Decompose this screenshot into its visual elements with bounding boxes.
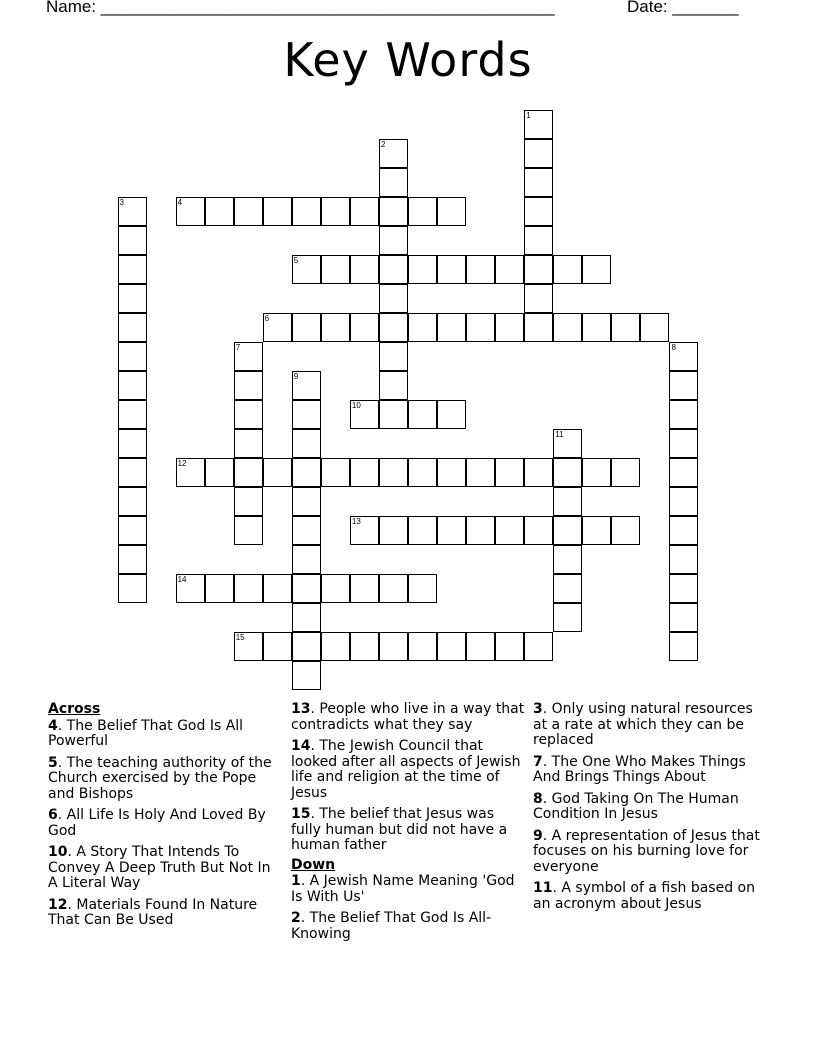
- grid-cell[interactable]: [379, 632, 408, 661]
- clue-num: 14: [291, 738, 311, 754]
- clue-number: 8: [671, 342, 676, 352]
- clue: [291, 807, 525, 854]
- grid-cell[interactable]: [437, 197, 466, 226]
- grid-cell[interactable]: [176, 458, 205, 487]
- grid-cell[interactable]: [553, 313, 582, 342]
- grid-cell[interactable]: [118, 545, 147, 574]
- grid-cell[interactable]: [466, 313, 495, 342]
- grid-cell[interactable]: [611, 458, 640, 487]
- grid-cell[interactable]: [408, 458, 437, 487]
- grid-cell[interactable]: [408, 255, 437, 284]
- grid-cell[interactable]: [234, 197, 263, 226]
- grid-cell[interactable]: [118, 371, 147, 400]
- grid-cell[interactable]: [118, 255, 147, 284]
- grid-cell[interactable]: [292, 661, 321, 690]
- grid-cell[interactable]: [524, 110, 553, 139]
- clue-text: . The teaching authority of the Church exercised by the Pope and Bishops: [48, 754, 272, 802]
- grid-cell[interactable]: [437, 255, 466, 284]
- clue-text: . A symbol of a fish based on an acronym about Jesus: [533, 880, 755, 912]
- grid-cell[interactable]: [118, 516, 147, 545]
- clue-number: 7: [235, 342, 241, 352]
- clue-num: 1: [291, 873, 301, 889]
- clue-num: 4: [48, 717, 58, 734]
- clue: [48, 719, 280, 750]
- grid-cell[interactable]: [118, 487, 147, 516]
- grid-cell[interactable]: [118, 342, 147, 371]
- grid-cell[interactable]: [379, 516, 408, 545]
- grid-cell[interactable]: [205, 458, 234, 487]
- clue-num: 6: [48, 807, 58, 823]
- grid-cell[interactable]: [292, 313, 321, 342]
- grid-cell[interactable]: [437, 516, 466, 545]
- grid-cell[interactable]: [118, 574, 147, 603]
- grid-cell[interactable]: [321, 632, 350, 661]
- clue: [533, 881, 763, 912]
- grid-cell[interactable]: [379, 574, 408, 603]
- clue-num: 12: [48, 896, 68, 913]
- clue-number: 14: [177, 575, 187, 585]
- grid-cell[interactable]: [234, 458, 263, 487]
- grid-cell[interactable]: [524, 284, 553, 313]
- clue-number: 11: [555, 430, 564, 440]
- clue-text: . Only using natural resources at a rate at which they can be replaced: [533, 701, 753, 748]
- grid-cell[interactable]: [292, 371, 321, 400]
- grid-cell[interactable]: [292, 255, 321, 284]
- grid-cell[interactable]: [437, 632, 466, 661]
- grid-cell[interactable]: [263, 458, 292, 487]
- clue: [48, 845, 280, 892]
- grid-cell[interactable]: [379, 400, 408, 429]
- grid-cell[interactable]: [495, 255, 524, 284]
- grid-cell[interactable]: [321, 313, 350, 342]
- grid-cell[interactable]: [408, 400, 437, 429]
- grid-cell[interactable]: [350, 400, 379, 429]
- clue-number: 5: [293, 255, 299, 265]
- grid-cell[interactable]: [263, 313, 292, 342]
- grid-cell[interactable]: [553, 429, 582, 458]
- clue-text: . A representation of Jesus that focuses on his burning love for everyone: [533, 827, 760, 875]
- grid-cell[interactable]: [379, 284, 408, 313]
- grid-cell[interactable]: [234, 487, 263, 516]
- grid-cell[interactable]: [379, 313, 408, 342]
- grid-cell[interactable]: [553, 574, 582, 603]
- grid-cell[interactable]: [524, 197, 553, 226]
- grid-cell[interactable]: [292, 574, 321, 603]
- grid-cell[interactable]: [118, 313, 147, 342]
- clue-num: 11: [533, 880, 553, 896]
- clue-number: 15: [235, 633, 245, 643]
- grid-cell[interactable]: [118, 400, 147, 429]
- grid-cell[interactable]: [466, 255, 495, 284]
- clue-number: 1: [526, 110, 531, 120]
- grid-cell[interactable]: [379, 197, 408, 226]
- grid-cell[interactable]: [669, 371, 698, 400]
- clue: [533, 755, 763, 786]
- grid-cell[interactable]: [292, 429, 321, 458]
- name-field-label: Name: ________________________________________________: [46, 0, 555, 16]
- grid-cell[interactable]: [379, 342, 408, 371]
- clue: [533, 702, 763, 749]
- grid-cell[interactable]: [292, 516, 321, 545]
- grid-cell[interactable]: [379, 139, 408, 168]
- grid-cell[interactable]: [582, 458, 611, 487]
- grid-cell[interactable]: [524, 168, 553, 197]
- grid-cell[interactable]: [321, 458, 350, 487]
- grid-cell[interactable]: [234, 342, 263, 371]
- grid-cell[interactable]: [553, 487, 582, 516]
- grid-cell[interactable]: [292, 603, 321, 632]
- grid-cell[interactable]: [669, 574, 698, 603]
- grid-cell[interactable]: [669, 603, 698, 632]
- clue-number: 9: [293, 371, 299, 381]
- grid-cell[interactable]: [350, 255, 379, 284]
- grid-cell[interactable]: [234, 429, 263, 458]
- grid-cell[interactable]: [118, 458, 147, 487]
- clues-column-1: [48, 702, 280, 935]
- clue-text: . God Taking On The Human Condition In Jesus: [533, 790, 739, 822]
- grid-cell[interactable]: [524, 458, 553, 487]
- grid-cell[interactable]: [669, 545, 698, 574]
- grid-cell[interactable]: [669, 342, 698, 371]
- grid-cell[interactable]: [640, 313, 669, 342]
- clue: [48, 808, 280, 839]
- clue-number: 10: [351, 401, 361, 410]
- clue-number: 4: [177, 197, 183, 207]
- grid-cell[interactable]: [437, 400, 466, 429]
- clue-number: 2: [380, 139, 386, 149]
- page-title: Key Words: [283, 33, 533, 87]
- grid-cell[interactable]: [321, 197, 350, 226]
- clue: [291, 874, 525, 905]
- clue: [291, 739, 525, 801]
- grid-cell[interactable]: [408, 313, 437, 342]
- clue-num: 2: [291, 910, 301, 926]
- grid-cell[interactable]: [292, 197, 321, 226]
- grid-cell[interactable]: [524, 255, 553, 284]
- grid-cell[interactable]: [408, 574, 437, 603]
- grid-cell[interactable]: [350, 458, 379, 487]
- grid-cell[interactable]: [350, 197, 379, 226]
- clue: [48, 898, 280, 929]
- clues-column-2: [291, 702, 525, 948]
- grid-cell[interactable]: [408, 632, 437, 661]
- clue-num: 5: [48, 754, 58, 771]
- date-field-label: Date: _______: [627, 0, 739, 16]
- grid-cell[interactable]: [466, 458, 495, 487]
- grid-cell[interactable]: [669, 516, 698, 545]
- clue-text: . The Jewish Council that looked after all aspects of Jewish life and religion at the time of Jesus: [291, 738, 521, 801]
- grid-cell[interactable]: [495, 516, 524, 545]
- clue-text: . The Belief That God Is All-Knowing: [291, 910, 492, 942]
- grid-cell[interactable]: [437, 458, 466, 487]
- grid-cell[interactable]: [582, 313, 611, 342]
- grid-cell[interactable]: [437, 313, 466, 342]
- grid-cell[interactable]: [205, 197, 234, 226]
- grid-cell[interactable]: [495, 313, 524, 342]
- grid-cell[interactable]: [234, 400, 263, 429]
- grid-cell[interactable]: [118, 284, 147, 313]
- clue-number: 12: [177, 459, 187, 469]
- grid-cell[interactable]: [321, 255, 350, 284]
- clue: [533, 829, 763, 876]
- grid-cell[interactable]: [611, 516, 640, 545]
- clue-text: . People who live in a way that contradicts what they say: [291, 701, 525, 733]
- grid-cell[interactable]: [379, 458, 408, 487]
- grid-cell[interactable]: [350, 574, 379, 603]
- clue: [533, 792, 763, 823]
- grid-cell[interactable]: [466, 632, 495, 661]
- grid-cell[interactable]: [524, 632, 553, 661]
- grid-cell[interactable]: [263, 574, 292, 603]
- grid-cell[interactable]: [205, 574, 234, 603]
- grid-cell[interactable]: [350, 313, 379, 342]
- grid-cell[interactable]: [669, 429, 698, 458]
- clue: [291, 911, 525, 942]
- clue-number: 13: [351, 517, 361, 527]
- clue-text: . A Story That Intends To Convey A Deep Truth But Not In A Literal Way: [48, 844, 271, 891]
- grid-cell[interactable]: [553, 545, 582, 574]
- grid-cell[interactable]: [379, 255, 408, 284]
- grid-cell[interactable]: [669, 458, 698, 487]
- clue-num: 13: [291, 701, 311, 717]
- clues-column-3: [533, 702, 763, 918]
- grid-cell[interactable]: [234, 371, 263, 400]
- grid-cell[interactable]: [176, 197, 205, 226]
- clue-text: . The Belief That God Is All Powerful: [48, 717, 244, 749]
- grid-cell[interactable]: [292, 458, 321, 487]
- clue-num: 10: [48, 844, 68, 860]
- grid-cell[interactable]: [350, 516, 379, 545]
- grid-cell[interactable]: [292, 632, 321, 661]
- grid-cell[interactable]: [379, 371, 408, 400]
- clue-num: 7: [533, 753, 543, 770]
- grid-cell[interactable]: [611, 313, 640, 342]
- grid-cell[interactable]: [379, 226, 408, 255]
- grid-cell[interactable]: [553, 603, 582, 632]
- down-heading: Down: [291, 856, 336, 873]
- clue-text: . Materials Found In Nature That Can Be Used: [48, 896, 258, 928]
- grid-cell[interactable]: [495, 632, 524, 661]
- grid-cell[interactable]: [321, 574, 350, 603]
- grid-cell[interactable]: [263, 632, 292, 661]
- grid-cell[interactable]: [495, 458, 524, 487]
- grid-cell[interactable]: [118, 226, 147, 255]
- grid-cell[interactable]: [292, 400, 321, 429]
- grid-cell[interactable]: [118, 197, 147, 226]
- clue-number: 3: [119, 197, 124, 207]
- grid-cell[interactable]: [350, 632, 379, 661]
- grid-cell[interactable]: [292, 487, 321, 516]
- grid-cell[interactable]: [466, 516, 495, 545]
- grid-cell[interactable]: [669, 400, 698, 429]
- grid-cell[interactable]: [234, 632, 263, 661]
- across-heading: Across: [48, 701, 101, 717]
- grid-cell[interactable]: [408, 197, 437, 226]
- grid-cell[interactable]: [379, 168, 408, 197]
- grid-cell[interactable]: [234, 574, 263, 603]
- grid-cell[interactable]: [234, 516, 263, 545]
- grid-cell[interactable]: [582, 255, 611, 284]
- grid-cell[interactable]: [524, 313, 553, 342]
- grid-cell[interactable]: [524, 226, 553, 255]
- grid-cell[interactable]: [263, 197, 292, 226]
- grid-cell[interactable]: [408, 516, 437, 545]
- grid-cell[interactable]: [176, 574, 205, 603]
- grid-cell[interactable]: [524, 139, 553, 168]
- clue-num: 9: [533, 827, 543, 844]
- grid-cell[interactable]: [669, 487, 698, 516]
- grid-cell[interactable]: [582, 516, 611, 545]
- clue-text: . A Jewish Name Meaning 'God Is With Us': [291, 873, 515, 905]
- clue-text: . All Life Is Holy And Loved By God: [48, 807, 266, 839]
- grid-cell[interactable]: [553, 516, 582, 545]
- clue: [291, 702, 525, 733]
- grid-cell[interactable]: [524, 516, 553, 545]
- clue-num: 8: [533, 790, 543, 807]
- grid-cell[interactable]: [292, 545, 321, 574]
- clue-num: 3: [533, 701, 543, 717]
- grid-cell[interactable]: [553, 458, 582, 487]
- clue: [48, 756, 280, 803]
- grid-cell[interactable]: [553, 255, 582, 284]
- clue-number: 6: [264, 313, 270, 323]
- clue-text: . The One Who Makes Things And Brings Things About: [533, 753, 746, 785]
- clue-num: 15: [291, 806, 311, 822]
- clue-text: . The belief that Jesus was fully human but did not have a human father: [291, 806, 508, 853]
- grid-cell[interactable]: [669, 632, 698, 661]
- grid-cell[interactable]: [118, 429, 147, 458]
